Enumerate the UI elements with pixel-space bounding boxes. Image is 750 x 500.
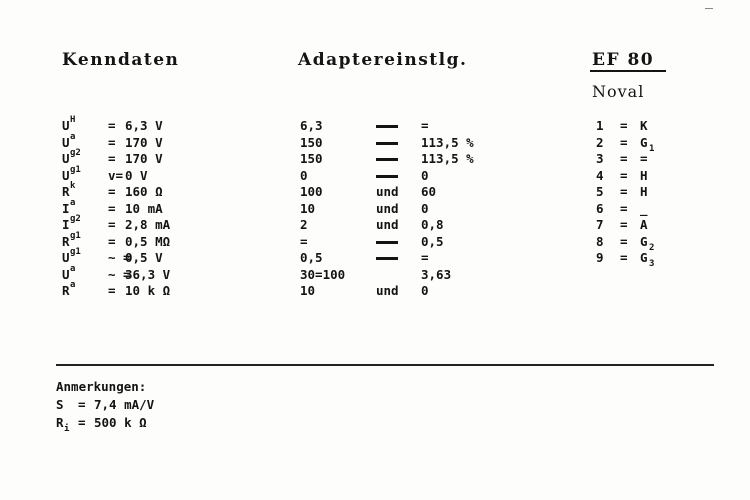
pin-separator: = [620, 167, 628, 183]
pin-separator: = [620, 151, 628, 166]
adapter-setting-1: 10 [300, 283, 316, 298]
parameter-relation: = [108, 151, 116, 166]
parameter-relation: = [108, 134, 116, 150]
pin-function: G [640, 134, 648, 150]
parameter-value: 0,5 MΩ [125, 233, 171, 249]
parameter-relation: = [108, 200, 116, 216]
dash-mark [376, 175, 398, 178]
parameter-relation: = [108, 233, 116, 249]
parameter-relation: = [108, 283, 116, 298]
parameter-symbol-index: a [70, 131, 76, 142]
note-relation: = [78, 397, 86, 412]
adapter-dash [376, 135, 398, 151]
adapter-setting-1: 150 [300, 134, 323, 150]
adapter-setting-1: 6,3 [300, 118, 323, 133]
socket-type: Noval [592, 82, 645, 101]
kenndaten-heading: Kenndaten [62, 50, 180, 70]
parameter-symbol: I [62, 217, 70, 232]
adapter-setting-1: 10 [300, 200, 316, 216]
adapter-connector: und [376, 283, 399, 298]
note-row [56, 396, 256, 413]
parameter-symbol: U [62, 118, 70, 133]
adapter-setting-1: 150 [300, 151, 323, 166]
pin-number: 4 [596, 167, 604, 183]
pin-number: 3 [596, 151, 604, 166]
note-symbol-index: i [64, 424, 70, 434]
pin-function: G [640, 250, 648, 265]
adapter-setting-2: 0 [421, 283, 429, 298]
parameter-value: 36,3 V [125, 266, 171, 282]
note-symbol: S [56, 397, 64, 412]
adapter-heading: Adaptereinstlg. [298, 50, 468, 70]
parameter-value: 170 V [125, 151, 163, 166]
parameter-symbol-index: a [70, 263, 76, 274]
parameter-symbol: R [62, 283, 70, 298]
parameter-value: 2,8 mA [125, 217, 171, 232]
parameter-symbol: U [62, 266, 70, 282]
corner-mark [705, 8, 713, 9]
parameter-symbol: I [62, 200, 70, 216]
adapter-dash [376, 118, 398, 134]
adapter-setting-2: 113,5 % [421, 151, 474, 166]
pin-function-index: 2 [649, 242, 655, 253]
parameter-symbol: U [62, 151, 70, 166]
adapter-setting-2: 0,8 [421, 217, 444, 232]
adapter-setting-2: 60 [421, 184, 437, 199]
adapter-setting-1: 100 [300, 184, 323, 199]
pin-number: 8 [596, 233, 604, 249]
parameter-symbol: R [62, 184, 70, 199]
parameter-value: 0 V [125, 167, 148, 183]
pin-number: 7 [596, 217, 604, 232]
dash-mark [376, 241, 398, 244]
pin-number: 5 [596, 184, 604, 199]
adapter-dash [376, 168, 398, 184]
pin-function-index: 1 [649, 143, 655, 154]
parameter-relation: v= [108, 167, 124, 183]
pin-function: H [640, 184, 648, 199]
tube-type-heading: EF 80 [592, 50, 655, 70]
pin-separator: = [620, 200, 628, 216]
parameter-symbol-index: g2 [70, 214, 81, 224]
adapter-setting-2: 0 [421, 200, 429, 216]
pin-number: 9 [596, 250, 604, 265]
parameter-relation: = [108, 217, 116, 232]
parameter-symbol-index: a [70, 197, 76, 208]
tube-type-underline [590, 70, 666, 72]
parameter-relation: ~ = [108, 250, 131, 265]
pin-function: _ [640, 200, 648, 216]
pin-separator: = [620, 134, 628, 150]
parameter-symbol-index: g1 [70, 247, 81, 257]
adapter-setting-1: 30=100 [300, 266, 346, 282]
adapter-dash [376, 250, 398, 266]
pin-separator: = [620, 217, 628, 232]
pin-separator: = [620, 118, 628, 133]
parameter-symbol-index: g1 [70, 230, 81, 241]
dash-mark [376, 142, 398, 145]
note-relation: = [78, 415, 86, 430]
adapter-connector: und [376, 184, 399, 199]
parameter-value: 160 Ω [125, 184, 163, 199]
pin-function: G [640, 233, 648, 249]
adapter-dash [376, 151, 398, 167]
adapter-setting-2: 0 [421, 167, 429, 183]
adapter-setting-1: 0,5 [300, 250, 323, 265]
adapter-setting-2: 3,63 [421, 266, 452, 282]
adapter-setting-1: 2 [300, 217, 308, 232]
dash-mark [376, 257, 398, 260]
parameter-value: 10 mA [125, 200, 163, 216]
pin-number: 1 [596, 118, 604, 133]
adapter-setting-2: = [421, 118, 429, 133]
adapter-setting-1: = [300, 233, 308, 249]
parameter-symbol: R [62, 233, 70, 249]
section-divider [56, 364, 714, 366]
pin-function: H [640, 167, 648, 183]
adapter-connector: und [376, 217, 399, 232]
adapter-setting-2: = [421, 250, 429, 265]
parameter-symbol-index: g1 [70, 164, 81, 175]
adapter-setting-1: 0 [300, 167, 308, 183]
note-symbol: R [56, 415, 64, 430]
parameter-symbol-index: a [70, 280, 76, 290]
pin-function: K [640, 118, 648, 133]
parameter-symbol-index: g2 [70, 148, 81, 158]
pin-separator: = [620, 250, 628, 265]
dash-mark [376, 125, 398, 128]
pin-separator: = [620, 184, 628, 199]
parameter-symbol: U [62, 167, 70, 183]
note-value: 500 k Ω [94, 415, 147, 430]
parameter-value: 6,3 V [125, 118, 163, 133]
adapter-dash [376, 234, 398, 250]
notes-title: Anmerkungen: [56, 379, 147, 394]
adapter-connector: und [376, 200, 399, 216]
pin-function: A [640, 217, 648, 232]
adapter-setting-2: 113,5 % [421, 134, 474, 150]
pin-function: = [640, 151, 648, 166]
parameter-symbol-index: H [70, 115, 76, 125]
parameter-row [0, 263, 700, 283]
parameter-symbol-index: k [70, 181, 76, 191]
parameter-symbol: U [62, 250, 70, 265]
parameter-value: 10 k Ω [125, 283, 171, 298]
parameter-relation: ~ = [108, 266, 131, 282]
pin-function-index: 3 [649, 259, 655, 269]
pin-separator: = [620, 233, 628, 249]
parameter-relation: = [108, 118, 116, 133]
adapter-setting-2: 0,5 [421, 233, 444, 249]
parameter-value: 0,5 V [125, 250, 163, 265]
parameter-value: 170 V [125, 134, 163, 150]
pin-number: 6 [596, 200, 604, 216]
parameter-row [0, 280, 700, 299]
parameter-relation: = [108, 184, 116, 199]
parameter-symbol: U [62, 134, 70, 150]
dash-mark [376, 158, 398, 161]
note-value: 7,4 mA/V [94, 397, 155, 412]
pin-number: 2 [596, 134, 604, 150]
note-row [56, 414, 256, 434]
